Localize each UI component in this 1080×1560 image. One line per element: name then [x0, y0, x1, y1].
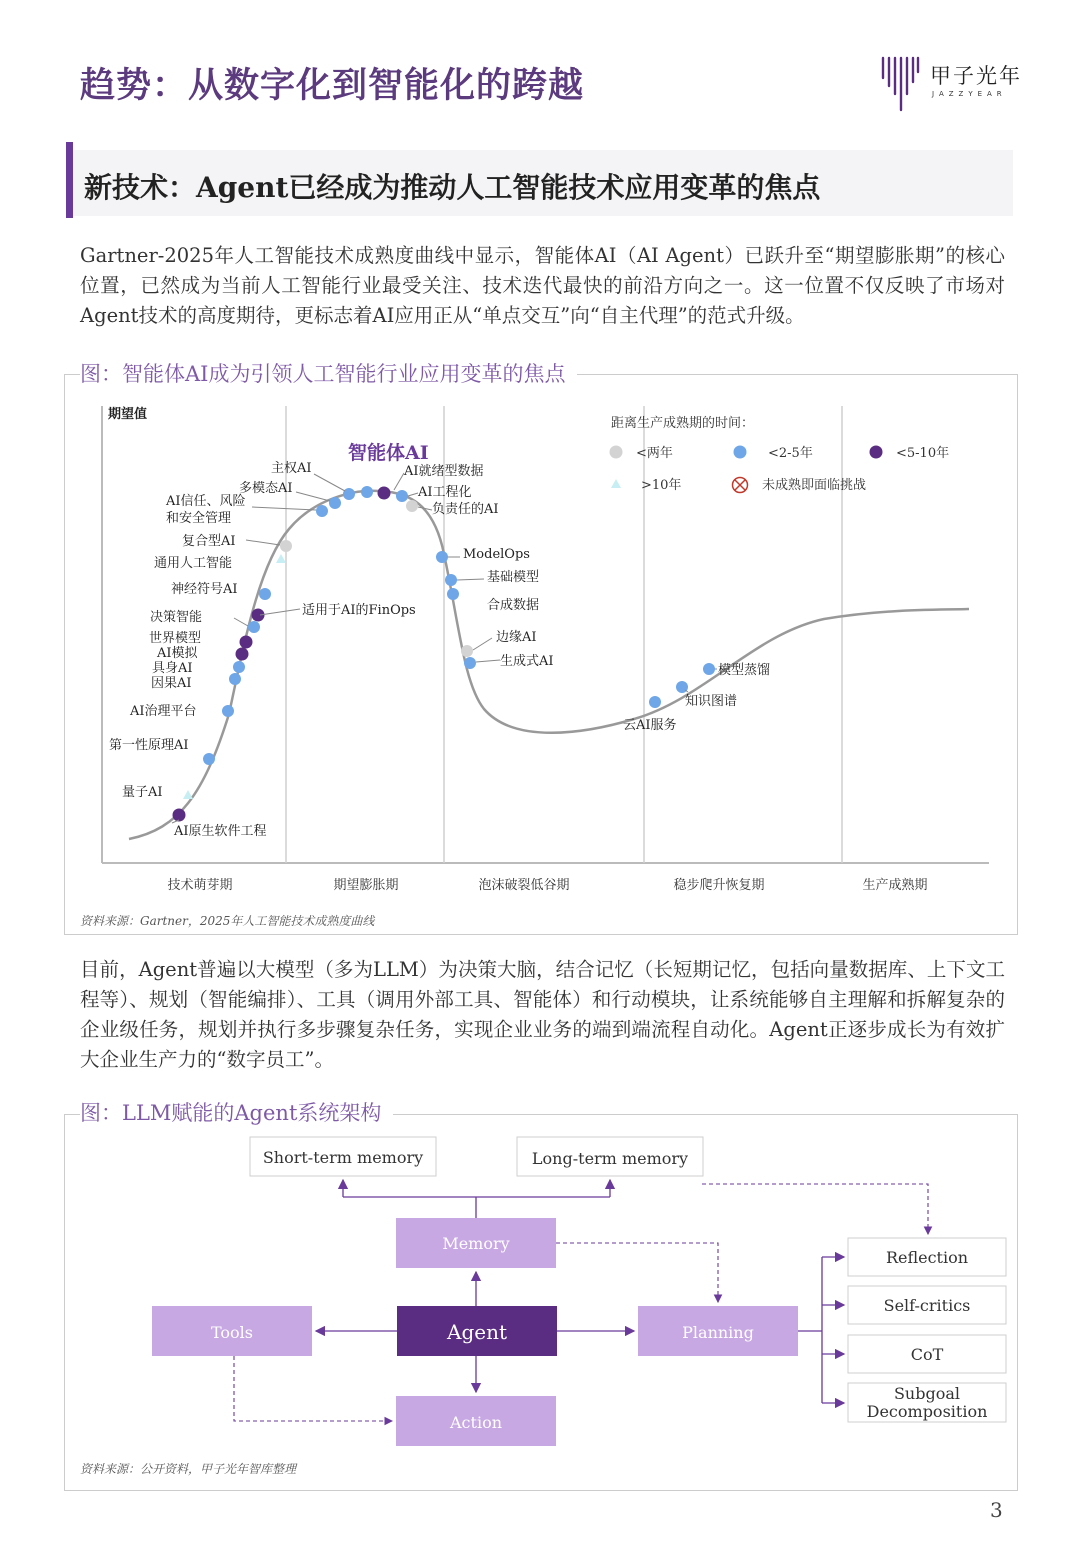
label-ai-simulation: AI模拟: [157, 646, 198, 661]
point-embodied-ai: [233, 661, 245, 673]
point-synthetic-data: [447, 588, 459, 600]
label-agi: 通用人工智能: [154, 556, 233, 571]
label-ai-native-se: AI原生软件工程: [174, 824, 267, 839]
legend-gt10-marker: [611, 479, 621, 488]
subgoal-label-1: Subgoal: [893, 1384, 961, 1403]
figure2-source: 资料来源：公开资料，甲子光年智库整理: [80, 1462, 297, 1476]
legend-title: 距离生产成熟期的时间：: [611, 416, 755, 431]
legend-5to10-marker: [870, 446, 883, 459]
cot-label: CoT: [910, 1345, 944, 1364]
label-edge-ai: 边缘AI: [496, 630, 537, 645]
point-genai: [464, 657, 476, 669]
figure1-source: 资料来源：Gartner，2025年人工智能技术成熟度曲线: [80, 914, 375, 928]
point-responsible-ai: [406, 500, 418, 512]
phase-plateau: 生产成熟期: [862, 878, 928, 893]
label-model-distillation: 模型蒸馏: [718, 663, 771, 678]
label-first-principles-ai: 第一性原理AI: [109, 738, 189, 753]
point-causal-ai: [229, 673, 241, 685]
planning-label: Planning: [682, 1323, 754, 1342]
self-critics-label: Self-critics: [883, 1296, 971, 1315]
point-world-models: [240, 636, 253, 649]
point-multimodal-ai: [329, 497, 341, 509]
point-composite-ai: [280, 540, 292, 552]
label-ai-engineering: AI工程化: [418, 485, 472, 500]
point-cloud-ai: [649, 696, 661, 708]
label-composite-ai: 复合型AI: [182, 534, 236, 549]
label-knowledge-graphs: 知识图谱: [685, 694, 738, 709]
legend-gt10: >10年: [641, 478, 682, 493]
point-neurosymbolic-ai: [259, 588, 271, 600]
short-term-memory-label: Short-term memory: [262, 1148, 424, 1167]
label-neurosymbolic-ai: 神经符号AI: [171, 582, 238, 597]
label-finops-for-ai: 适用于AI的FinOps: [302, 603, 416, 618]
obsolete-icon: [733, 478, 748, 493]
point-ai-engineering: [396, 490, 408, 502]
agent-label: Agent: [447, 1320, 507, 1344]
point-finops-for-ai: [248, 621, 260, 633]
label-world-models: 世界模型: [149, 631, 202, 646]
long-term-memory-label: Long-term memory: [531, 1149, 689, 1168]
logo-text: 甲子光年: [930, 64, 1022, 88]
label-ai-trism-2: 和安全管理: [166, 511, 232, 526]
label-modelops: ModelOps: [463, 547, 530, 562]
figure2-title: 图：LLM赋能的Agent系统架构: [80, 1097, 393, 1127]
point-ai-native-se: [173, 809, 186, 822]
body-paragraph: 目前，Agent普遍以大模型（多为LLM）为决策大脑，结合记忆（长短期记忆，包括向量数据库、上下文工程等）、规划（智能编排）、工具（调用外部工具、智能体）和行动模块，让系统能够自主理解和拆解复杂的企业级任务，规划并执行多步骤复杂任务，实现企业业务的端到端流程自动化。Agent正逐步成长为有效扩大企业生产力的“数字员工”。: [80, 958, 1005, 1071]
label-genai: 生成式AI: [500, 654, 554, 669]
point-foundation-models: [445, 574, 457, 586]
logo-subtext: JAZZYEAR: [932, 90, 1007, 98]
dashed-tools-to-action: [234, 1356, 392, 1421]
legend-2to5-marker: [734, 446, 747, 459]
point-modelops: [436, 551, 448, 563]
point-agi: [276, 554, 286, 563]
label-responsible-ai: 负责任的AI: [432, 502, 499, 517]
label-cloud-ai: 云AI服务: [623, 718, 677, 733]
phase-peak: 期望膨胀期: [333, 878, 399, 893]
label-quantum-ai: 量子AI: [122, 785, 163, 800]
label-embodied-ai: 具身AI: [152, 661, 193, 676]
reflection-label: Reflection: [885, 1248, 969, 1267]
hype-cycle-chart: [64, 374, 1016, 933]
action-label: Action: [450, 1413, 502, 1432]
memory-label: Memory: [442, 1234, 510, 1253]
label-sovereign-ai: 主权AI: [271, 461, 312, 476]
point-model-distillation: [703, 663, 715, 675]
intro-paragraph: Gartner-2025年人工智能技术成熟度曲线中显示，智能体AI（AI Agent）已跃升至“期望膨胀期”的核心位置，已然成为当前人工智能行业最受关注、技术迭代最快的前沿方向之一。这一位置不仅反映了市场对Agent技术的高度期待，更标志着AI应用正从“单点交互”向“自主代理”的范式升级。: [80, 244, 1005, 327]
point-ai-governance: [222, 705, 234, 717]
point-sovereign-ai: [343, 488, 355, 500]
legend-obsolete: 未成熟即面临挑战: [762, 478, 867, 493]
jazzyear-logo-icon: [880, 56, 920, 112]
tools-label: Tools: [210, 1323, 254, 1342]
point-agentic-ai-neighbor: [361, 486, 373, 498]
dashed-memory-to-reflection: [702, 1184, 928, 1234]
y-axis-label: 期望值: [108, 407, 148, 422]
label-causal-ai: 因果AI: [151, 676, 192, 691]
legend-lt2: <两年: [636, 446, 673, 461]
label-multimodal-ai: 多模态AI: [239, 481, 293, 496]
legend-2to5: <2-5年: [768, 446, 813, 461]
legend-lt2-marker: [610, 446, 623, 459]
legend-5to10: <5-10年: [896, 446, 950, 461]
phase-innovation-trigger: 技术萌芽期: [167, 878, 233, 893]
phase-trough: 泡沫破裂低谷期: [478, 878, 570, 893]
label-synthetic-data: 合成数据: [487, 598, 540, 613]
phase-slope: 稳步爬升恢复期: [673, 878, 765, 893]
page-title: 趋势：从数字化到智能化的跨越: [80, 65, 585, 106]
subgoal-label-2: Decomposition: [866, 1402, 988, 1421]
point-ai-trism: [316, 505, 328, 517]
label-agentic-ai: 智能体AI: [348, 442, 429, 464]
section-title: 新技术：Agent已经成为推动人工智能技术应用变革的焦点: [84, 171, 821, 204]
point-edge-ai: [461, 645, 473, 657]
label-ai-governance: AI治理平台: [130, 704, 197, 719]
section-accent-bar: [66, 142, 73, 218]
label-ai-ready-data: AI就绪型数据: [404, 464, 484, 479]
agent-architecture-diagram: [64, 1114, 1016, 1489]
point-ai-simulation: [236, 648, 249, 661]
dashed-memory-to-planning: [556, 1243, 718, 1302]
label-ai-trism: AI信任、风险: [166, 494, 246, 509]
point-first-principles-ai: [203, 753, 215, 765]
figure1-title: 图：智能体AI成为引领人工智能行业应用变革的焦点: [80, 358, 577, 388]
point-agentic-ai: [378, 487, 391, 500]
label-decision-intelligence: 决策智能: [150, 610, 203, 625]
label-foundation-models: 基础模型: [487, 570, 540, 585]
point-quantum-ai: [183, 790, 193, 799]
page-number: 3: [990, 1498, 1003, 1522]
